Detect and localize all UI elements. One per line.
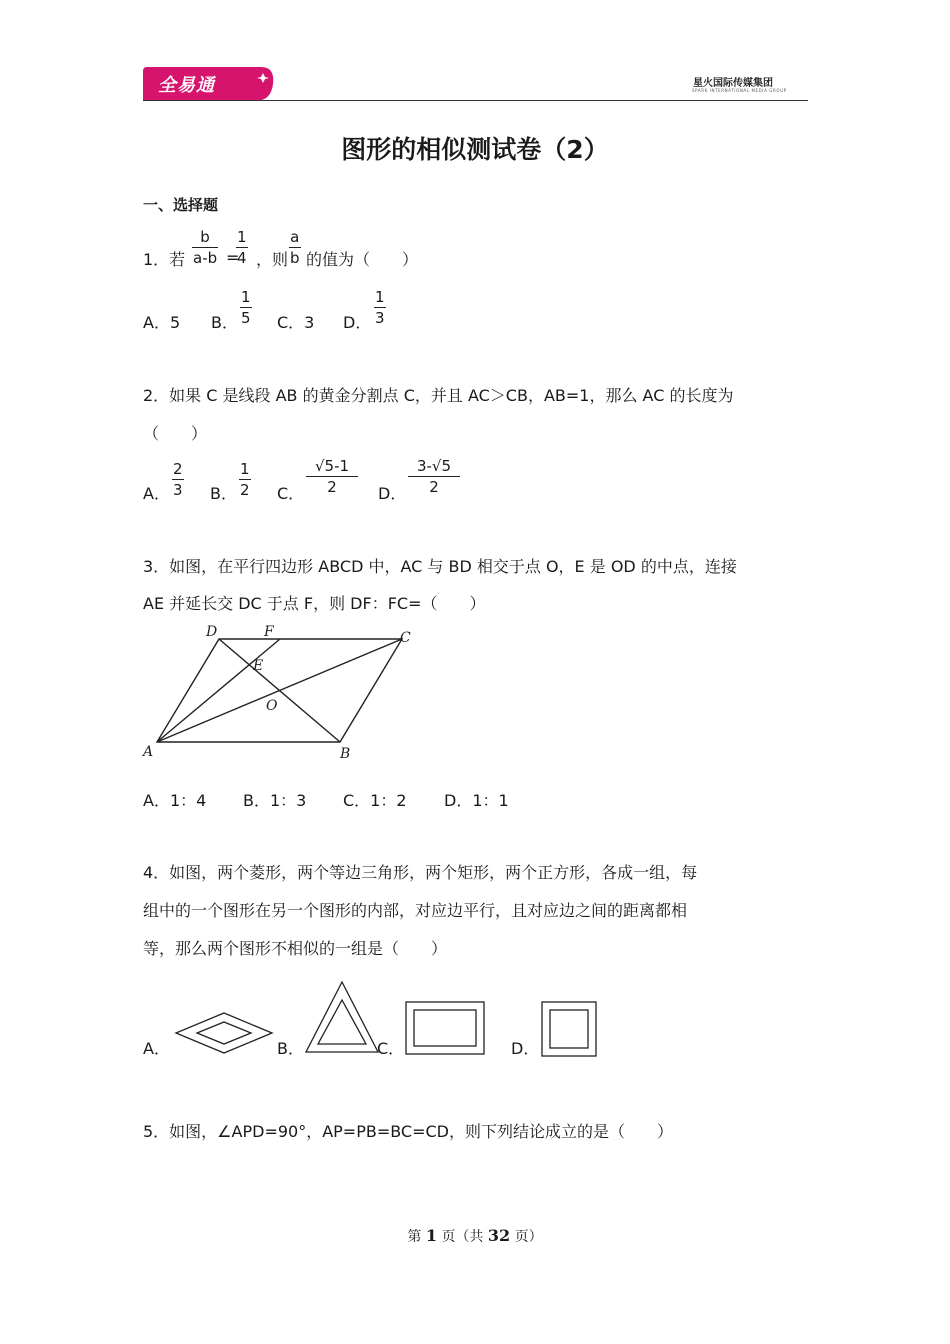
q1-frac1-num: b: [200, 228, 210, 246]
q2-option-a-label: A．: [143, 484, 170, 503]
q1-suffix: 的值为（ ）: [306, 250, 419, 269]
q3-text-line1: 3．如图，在平行四边形 ABCD 中，AC 与 BD 相交于点 O，E 是 OD 的中点，连接: [143, 557, 737, 576]
q2-text-line2: （ ）: [143, 424, 208, 443]
q1-fraction-1: [192, 228, 218, 267]
q4-square-figure: [540, 1000, 598, 1058]
q2-option-c-num: √5-1: [314, 457, 350, 475]
fraction-bar: [172, 479, 184, 480]
label-d: D: [206, 624, 218, 640]
inner-rectangle: [414, 1010, 476, 1046]
fraction-bar: [240, 307, 252, 308]
parallelogram-figure: [140, 622, 430, 762]
q1-option-c: C．3: [277, 313, 315, 332]
q1-option-b-fraction: [240, 288, 252, 327]
fraction-bar: [192, 247, 218, 248]
org-name: 星火国际传媒集团: [693, 78, 773, 89]
q2-option-d-num: 3-√5: [416, 457, 452, 475]
segment-af: [157, 639, 280, 742]
q2-option-c-den: 2: [327, 478, 337, 496]
q1-equals: =: [226, 248, 240, 267]
q3-option-c: C．1：2: [343, 791, 407, 810]
q5-text-line1: 5．如图，∠APD=90°，AP=PB=BC=CD，则下列结论成立的是（ ）: [143, 1122, 674, 1141]
q4-option-b-label: B．: [277, 1039, 304, 1058]
q4-text-line3: 等，那么两个图形不相似的一组是（ ）: [143, 939, 448, 958]
q2-option-c-fraction: [306, 457, 358, 496]
q2-option-b-label: B．: [210, 484, 237, 503]
q1-option-d-num: 1: [375, 288, 385, 306]
q1-option-b-num: 1: [241, 288, 251, 306]
q1-frac1-den: a-b: [193, 249, 218, 267]
q1-option-d-label: D．: [343, 313, 372, 332]
q2-option-a-den: 3: [173, 481, 183, 499]
outer-rhombus: [176, 1013, 272, 1053]
inner-square: [550, 1010, 588, 1048]
fraction-bar: [236, 247, 248, 248]
fraction-bar: [289, 247, 301, 248]
q1-option-b-den: 5: [241, 309, 251, 327]
q2-option-d-label: D．: [378, 484, 407, 503]
q1-prefix: 1．若: [143, 250, 186, 269]
q4-text-line2: 组中的一个图形在另一个图形的内部，对应边平行，且对应边之间的距离都相: [143, 901, 688, 920]
q4-rhombus-figure: [172, 1010, 276, 1056]
fraction-bar: [239, 479, 251, 480]
label-e: E: [253, 658, 264, 674]
footer-total-pages: 32: [487, 1226, 511, 1245]
q2-option-d-fraction: [408, 457, 460, 496]
footer-mid: 页（共: [441, 1229, 484, 1245]
label-c: C: [400, 630, 411, 646]
label-b: B: [340, 746, 351, 762]
q4-option-d-label: D．: [511, 1039, 540, 1058]
q1-frac3-den: b: [290, 249, 300, 267]
section-heading: 一、选择题: [143, 196, 219, 214]
q1-option-a: A．5: [143, 313, 181, 332]
page-title: 图形的相似测试卷（2）: [341, 135, 609, 164]
label-a: A: [143, 744, 154, 760]
outer-triangle: [306, 982, 378, 1052]
page-footer: [0, 1226, 950, 1246]
inner-rhombus: [197, 1022, 251, 1044]
q1-frac2-den: 4: [237, 249, 247, 267]
q4-text-line1: 4．如图，两个菱形，两个等边三角形，两个矩形，两个正方形，各成一组，每: [143, 863, 698, 882]
q2-option-a-num: 2: [173, 460, 183, 478]
q2-option-d-den: 2: [429, 478, 439, 496]
footer-post: 页）: [514, 1229, 543, 1245]
q2-option-b-fraction: [239, 460, 251, 499]
q3-option-a: A．1：4: [143, 791, 207, 810]
q1-fraction-3: [289, 228, 301, 267]
q3-option-d: D．1：1: [444, 791, 509, 810]
q4-option-a-label: A．: [143, 1039, 170, 1058]
q4-option-c-label: C．: [377, 1039, 405, 1058]
brand-logo-text: 全易通: [158, 75, 215, 96]
q2-option-a-fraction: [172, 460, 184, 499]
q2-option-b-num: 1: [240, 460, 250, 478]
q1-option-b-label: B．: [211, 313, 238, 332]
fraction-bar: [306, 476, 358, 477]
q3-option-b: B．1：3: [243, 791, 307, 810]
fraction-bar: [374, 307, 386, 308]
footer-page-number: 1: [425, 1226, 437, 1245]
q1-mid: ，则: [256, 250, 289, 269]
org-subtitle: SPARK INTERNATIONAL MEDIA GROUP: [692, 88, 787, 93]
q4-rectangle-figure: [404, 1000, 486, 1056]
footer-pre: 第: [407, 1229, 422, 1245]
q2-text-line1: 2．如果 C 是线段 AB 的黄金分割点 C，并且 AC＞CB，AB=1，那么 AC 的长度为: [143, 386, 734, 405]
diagonal-bd: [219, 639, 340, 742]
q2-option-b-den: 2: [240, 481, 250, 499]
header-divider: [143, 100, 808, 101]
q1-frac3-num: a: [290, 228, 300, 246]
label-o: O: [266, 698, 278, 714]
inner-triangle: [318, 1000, 366, 1044]
q1-frac2-num: 1: [237, 228, 247, 246]
q1-option-d-den: 3: [375, 309, 385, 327]
label-f: F: [264, 624, 274, 640]
q1-option-d-fraction: [374, 288, 386, 327]
q3-text-line2: AE 并延长交 DC 于点 F，则 DF：FC=（ ）: [143, 594, 486, 613]
q2-option-c-label: C．: [277, 484, 305, 503]
fraction-bar: [408, 476, 460, 477]
q1-fraction-2: [236, 228, 248, 267]
q4-triangle-figure: [302, 978, 382, 1056]
